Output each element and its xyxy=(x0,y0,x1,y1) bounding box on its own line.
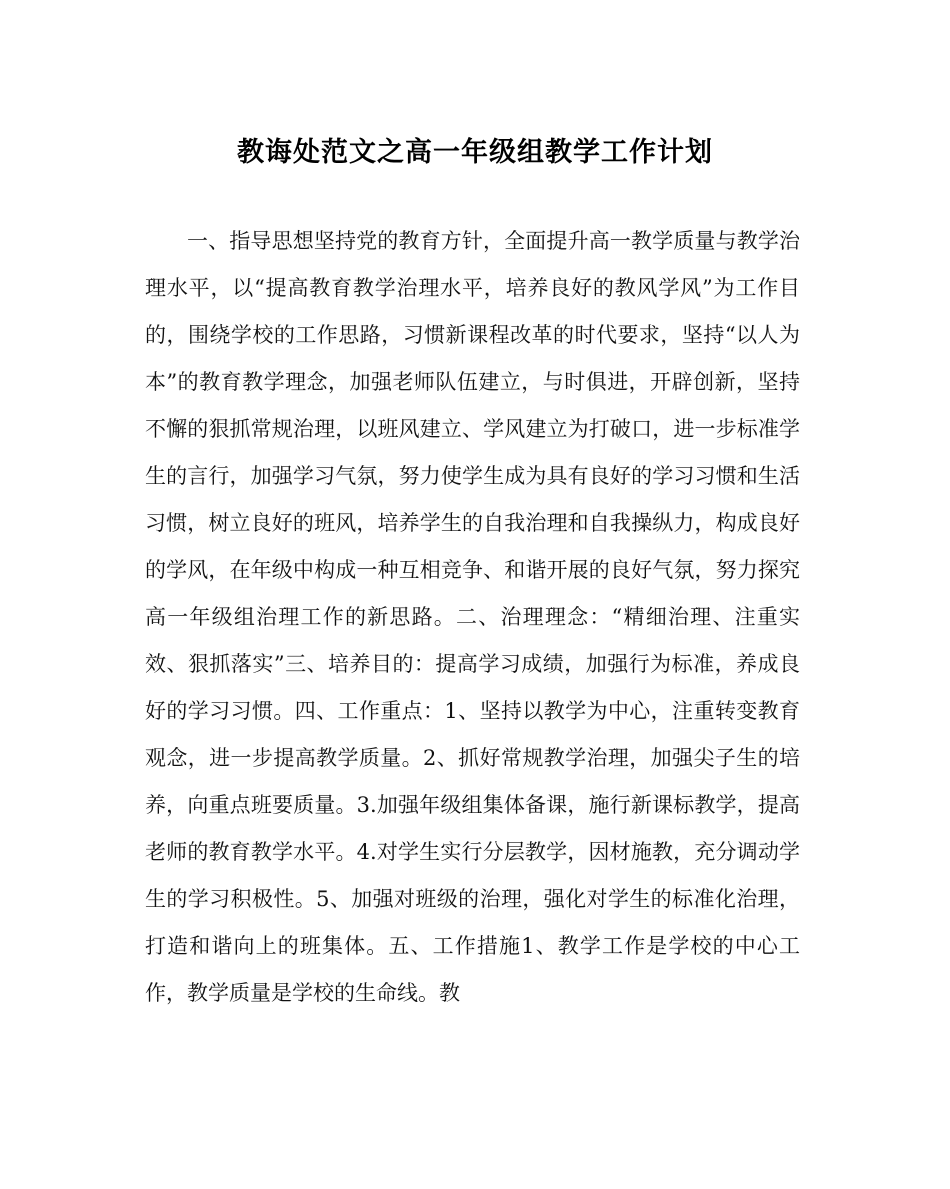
document-body-paragraph: 一、指导思想坚持党的教育方针，全面提升高一教学质量与教学治理水平，以“提高教育教学治理水平，培养良好的教风学风”为工作目的，围绕学校的工作思路，习惯新课程改革的时代要求，坚持“以人为本”的教育教学理念，加强老师队伍建立，与时俱进，开辟创新，坚持不懈的狠抓常规治理，以班风建立、学风建立为打破口，进一步标准学生的言行，加强学习气氛，努力使学生成为具有良好的学习习惯和生活习惯，树立良好的班风，培养学生的自我治理和自我操纵力，构成良好的学风，在年级中构成一种互相竞争、和谐开展的良好气氛，努力探究高一年级组治理工作的新思路。二、治理理念：“精细治理、注重实效、狠抓落实”三、培养目的：提高学习成绩，加强行为标准，养成良好的学习习惯。四、工作重点：1、坚持以教学为中心，注重转变教育观念，进一步提高教学质量。2、抓好常规教学治理，加强尖子生的培养，向重点班要质量。3.加强年级组集体备课，施行新课标教学，提高老师的教育教学水平。4.对学生实行分层教学，因材施教，充分调动学生的学习积极性。5、加强对班级的治理，强化对学生的标准化治理，打造和谐向上的班集体。五、工作措施1、教学工作是学校的中心工作，教学质量是学校的生命线。教 xyxy=(145,229,800,1005)
document-title: 教诲处范文之高一年级组教学工作计划 xyxy=(237,137,713,168)
